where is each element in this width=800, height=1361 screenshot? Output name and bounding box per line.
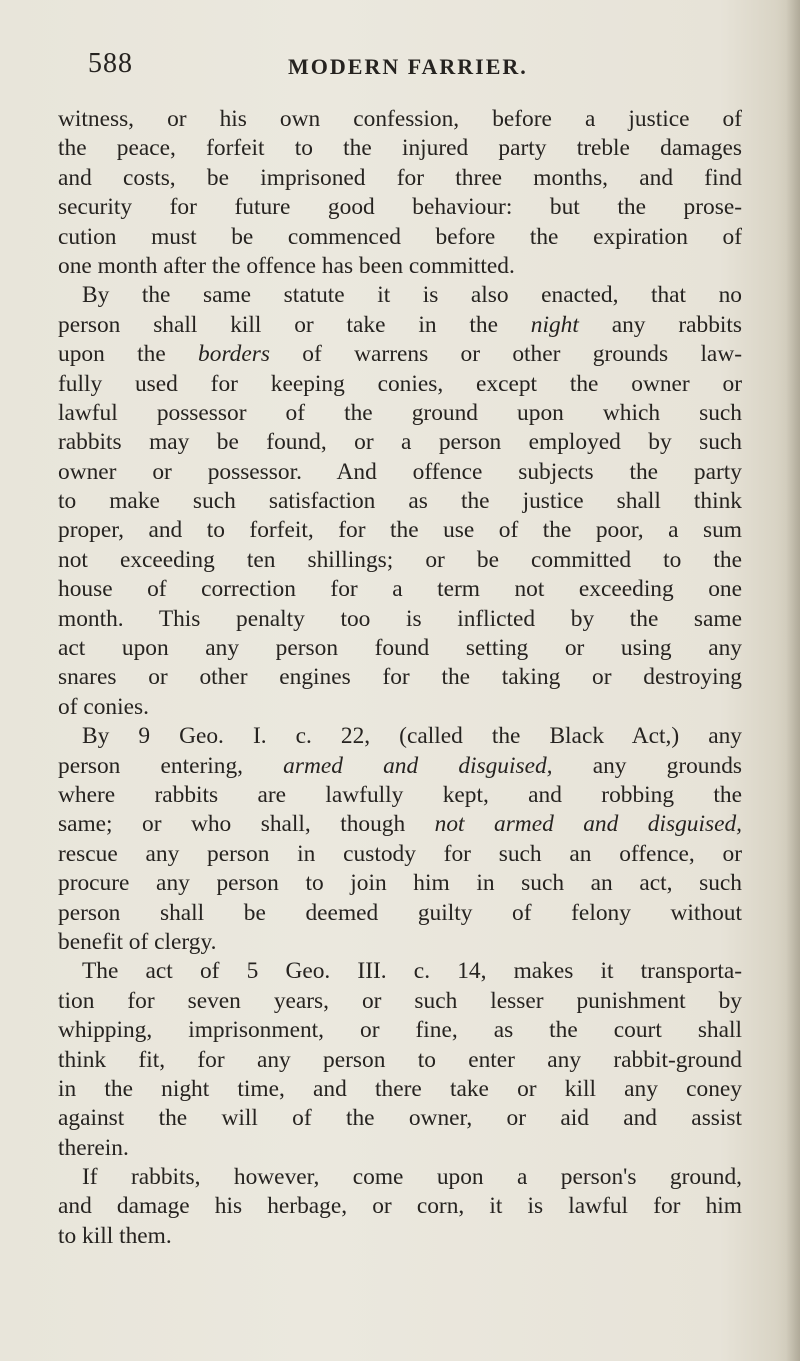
italic-text: night xyxy=(530,311,579,338)
text-line: cution must be commenced before the expiration of xyxy=(58,223,742,250)
text-line: By the same statute it is also enacted, that no xyxy=(82,282,742,309)
text-line: person entering, armed and disguised, any grounds xyxy=(58,752,742,779)
text-line: in the night time, and there take or kill any coney xyxy=(58,1075,742,1102)
text-line: and damage his herbage, or corn, it is lawful for him xyxy=(58,1193,742,1220)
text-line: owner or possessor. And offence subjects the party xyxy=(58,458,742,485)
text-line: of conies. xyxy=(58,693,149,720)
text-line: same; or who shall, though not armed and disguised, xyxy=(58,811,742,838)
body-text xyxy=(58,105,742,1251)
italic-text: not armed and disguised, xyxy=(434,811,742,838)
italic-text: armed and disguised, xyxy=(283,752,553,779)
italic-text: borders xyxy=(198,341,270,368)
text-line: tion for seven years, or such lesser punishment by xyxy=(58,987,742,1014)
text-line: benefit of clergy. xyxy=(58,928,217,955)
text-line: witness, or his own confession, before a justice of xyxy=(58,106,742,132)
text-line: By 9 Geo. I. c. 22, (called the Black Act,) any xyxy=(82,723,742,750)
text-line: act upon any person found setting or using any xyxy=(58,635,742,662)
text-line: to kill them. xyxy=(58,1222,172,1249)
text-line: The act of 5 Geo. III. c. 14, makes it transporta- xyxy=(82,958,742,985)
text-line: one month after the offence has been committed. xyxy=(58,252,515,279)
text-line: rabbits may be found, or a person employed by such xyxy=(58,429,742,456)
text-line: month. This penalty too is inflicted by the same xyxy=(58,605,742,632)
text-line: rescue any person in custody for such an offence, or xyxy=(58,840,742,867)
text-line: where rabbits are lawfully kept, and robbing the xyxy=(58,781,742,808)
text-line: not exceeding ten shillings; or be committed to the xyxy=(58,546,742,573)
text-line: house of correction for a term not exceeding one xyxy=(58,576,742,603)
text-line: to make such satisfaction as the justice shall think xyxy=(58,488,742,515)
text-line: against the will of the owner, or aid and assist xyxy=(58,1105,742,1132)
text-line: If rabbits, however, come upon a person's ground, xyxy=(82,1164,742,1191)
text-line: person shall kill or take in the night any rabbits xyxy=(58,311,742,338)
text-line: think fit, for any person to enter any rabbit-ground xyxy=(58,1046,742,1073)
text-line: and costs, be imprisoned for three months, and find xyxy=(58,164,742,191)
text-line: lawful possessor of the ground upon which such xyxy=(58,399,742,426)
text-line: proper, and to forfeit, for the use of the poor, a sum xyxy=(58,517,742,544)
text-line: the peace, forfeit to the injured party treble damages xyxy=(58,135,742,162)
page-number: 588 xyxy=(88,48,133,79)
text-line: security for future good behaviour: but the prose- xyxy=(58,194,742,221)
text-line: snares or other engines for the taking or destroying xyxy=(58,664,742,691)
running-title: MODERN FARRIER. xyxy=(288,54,528,79)
text-line: fully used for keeping conies, except the owner or xyxy=(58,370,742,397)
page-header xyxy=(88,48,728,88)
text-line: procure any person to join him in such an act, such xyxy=(58,870,742,897)
text-line: therein. xyxy=(58,1134,129,1161)
text-line: person shall be deemed guilty of felony without xyxy=(58,899,742,926)
text-line: whipping, imprisonment, or fine, as the court shall xyxy=(58,1017,742,1044)
page-edge-shadow xyxy=(786,0,800,1361)
text-line: upon the borders of warrens or other grounds law- xyxy=(58,341,742,368)
